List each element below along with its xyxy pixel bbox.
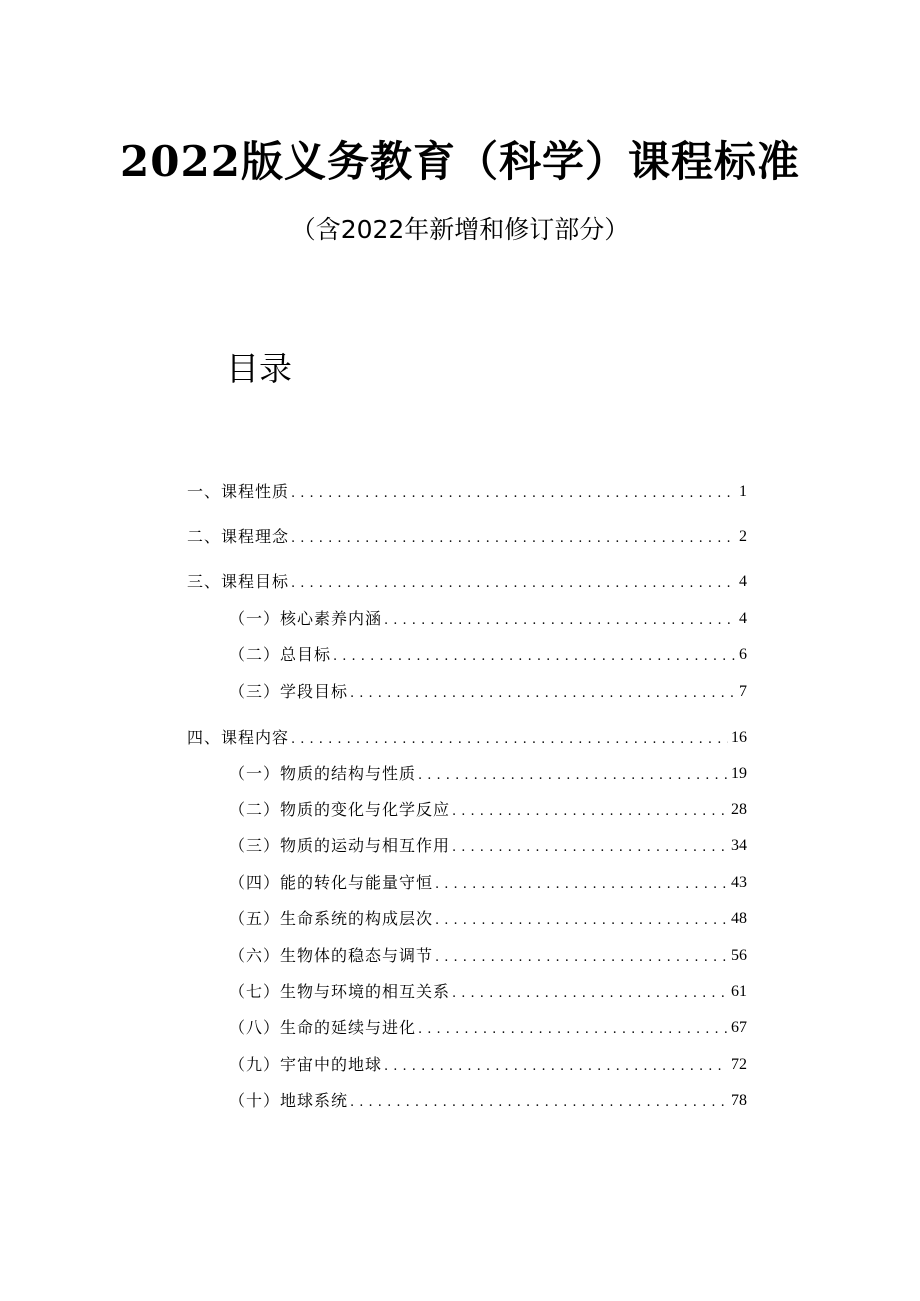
toc-entry-label: （二）物质的变化与化学反应 [229,800,451,819]
toc-page-number: 4 [739,573,747,590]
toc-entry-label: （六）生物体的稳态与调节 [229,946,434,965]
toc-leader-dots [435,946,728,966]
toc-entry-label: （二）总目标 [229,645,332,664]
toc-entry-label: （三）物质的运动与相互作用 [229,836,451,855]
toc-entry[interactable] [229,762,747,784]
toc-entry[interactable] [229,944,747,966]
toc-leader-dots [418,1018,728,1038]
toc-entry[interactable] [229,607,747,629]
toc-entry[interactable] [229,1053,747,1075]
toc-entry-label: （十）地球系统 [229,1091,349,1110]
toc-leader-dots [333,645,736,665]
toc-leader-dots [291,728,728,748]
toc-page-number: 34 [731,837,747,854]
toc-leader-dots [291,572,736,592]
toc-entry[interactable] [187,726,747,748]
toc-leader-dots [384,1055,728,1075]
toc-entry[interactable] [187,525,747,547]
toc-leader-dots [350,682,736,702]
toc-leader-dots [452,800,728,820]
toc-leader-dots [350,1091,728,1111]
toc-entry-label: （四）能的转化与能量守恒 [229,873,434,892]
toc-entry[interactable] [229,980,747,1002]
toc-leader-dots [418,764,728,784]
toc-page-number: 61 [731,983,747,1000]
toc-entry-label: （三）学段目标 [229,682,349,701]
toc-leader-dots [452,982,728,1002]
toc-entry-label: 四、课程内容 [187,728,290,747]
toc-page-number: 16 [731,729,747,746]
toc-page-number: 7 [739,683,747,700]
toc-page-number: 56 [731,947,747,964]
toc-leader-dots [291,527,736,547]
toc-page-number: 78 [731,1092,747,1109]
toc-entry-label: （一）物质的结构与性质 [229,764,417,783]
toc-entry-label: （五）生命系统的构成层次 [229,909,434,928]
toc-page-number: 67 [731,1019,747,1036]
toc-page-number: 6 [739,646,747,663]
toc-entry[interactable] [229,1089,747,1111]
toc-entry-label: 一、课程性质 [187,482,290,501]
toc-page-number: 1 [739,483,747,500]
toc-entry-label: （九）宇宙中的地球 [229,1055,383,1074]
toc-leader-dots [452,836,728,856]
toc-page-number: 48 [731,910,747,927]
toc-leader-dots [291,482,736,502]
toc-entry-label: （八）生命的延续与进化 [229,1018,417,1037]
toc-heading: 目录 [226,349,292,388]
page-subtitle: （含2022年新增和修订部分） [290,215,630,244]
toc-leader-dots [435,909,728,929]
toc-entry[interactable] [229,680,747,702]
toc-entry[interactable] [187,480,747,502]
toc-page-number: 72 [731,1056,747,1073]
toc-page-number: 19 [731,765,747,782]
toc-entry-label: （七）生物与环境的相互关系 [229,982,451,1001]
toc-entry[interactable] [229,834,747,856]
toc-leader-dots [435,873,728,893]
toc-entry-label: 二、课程理念 [187,527,290,546]
toc-page-number: 4 [739,610,747,627]
toc-entry-label: 三、课程目标 [187,572,290,591]
toc-page-number: 28 [731,801,747,818]
toc-entry[interactable] [187,570,747,592]
toc-entry[interactable] [229,1016,747,1038]
toc-leader-dots [384,609,736,629]
toc-entry[interactable] [229,798,747,820]
toc-page-number: 43 [731,874,747,891]
toc-entry[interactable] [229,643,747,665]
toc-entry-label: （一）核心素养内涵 [229,609,383,628]
toc-entry[interactable] [229,871,747,893]
page-title: 2022版义务教育（科学）课程标准 [120,137,800,186]
toc-page-number: 2 [739,528,747,545]
toc-entry[interactable] [229,907,747,929]
